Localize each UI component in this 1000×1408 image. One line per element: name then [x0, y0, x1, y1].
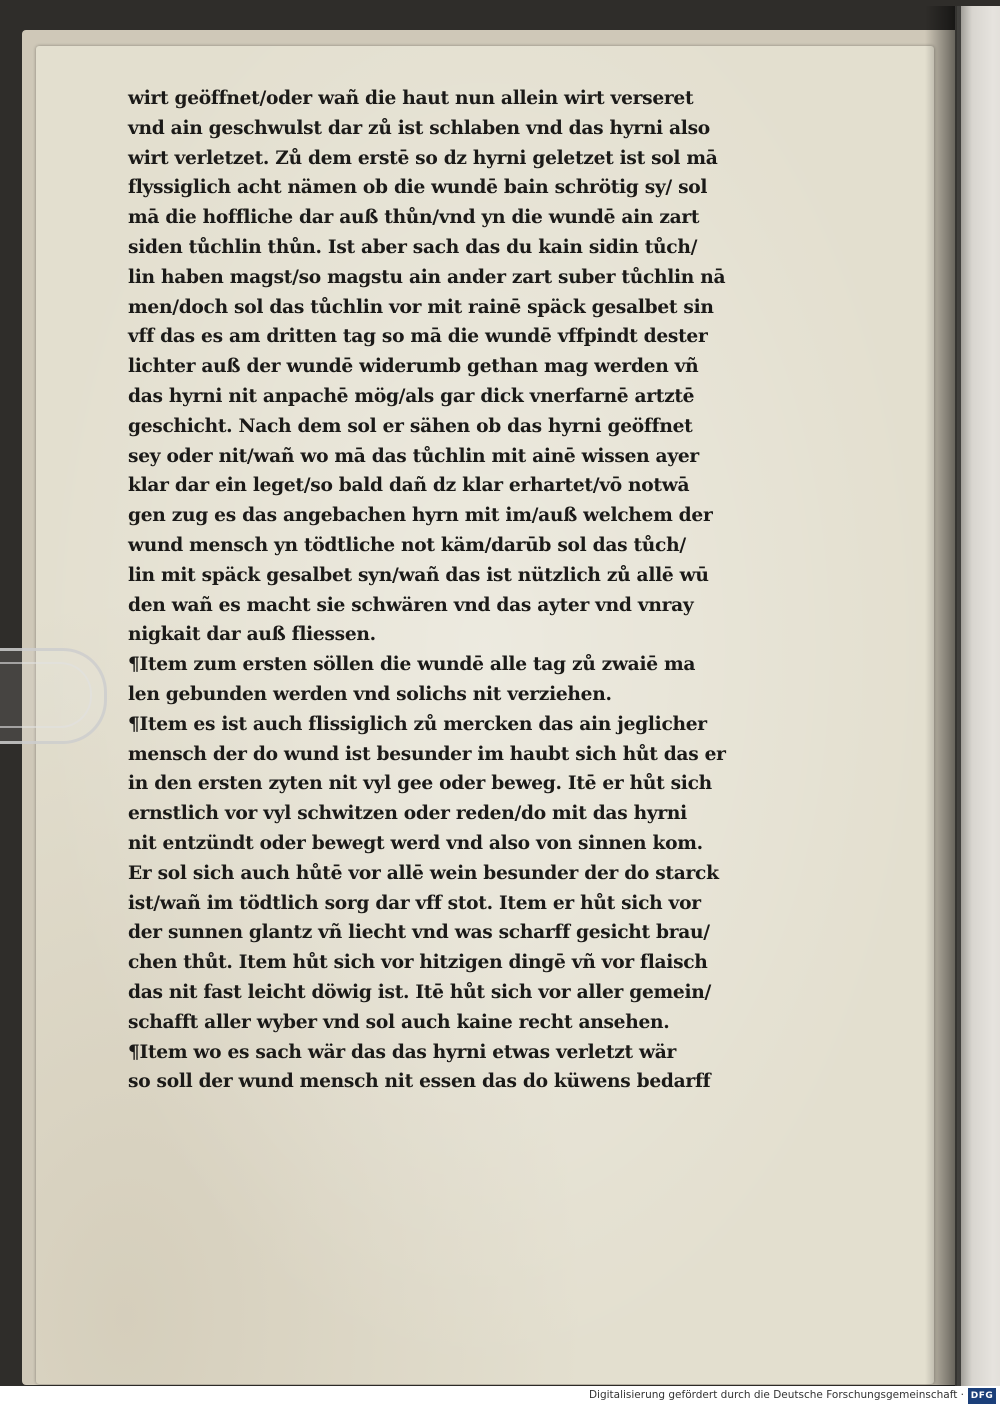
- text-line: ¶Item zum ersten söllen die wundē alle tag zů zwaiē ma: [128, 653, 696, 676]
- text-line: siden tůchlin thůn. Ist aber sach das du kain sidin tůch/: [128, 235, 698, 258]
- gutter-shadow: [925, 6, 961, 1386]
- text-line: so soll der wund mensch nit essen das do küwens bedarff: [128, 1070, 711, 1093]
- text-line: wirt verletzet. Zů dem erstē so dz hyrni geletzet ist sol mā: [128, 146, 718, 169]
- text-line: len gebunden werden vnd solichs nit verziehen.: [128, 682, 612, 705]
- text-line: lin haben magst/so magstu ain ander zart suber tůchlin nā: [128, 265, 726, 288]
- text-line: den wañ es macht sie schwären vnd das ayter vnd vnray: [128, 593, 694, 616]
- facing-page-edge: [955, 6, 1000, 1386]
- text-line: klar dar ein leget/so bald dañ dz klar erhartet/vō notwā: [128, 474, 690, 497]
- text-line: wirt geöffnet/oder wañ die haut nun allein wirt verseret: [128, 87, 694, 109]
- text-line: nit entzündt oder bewegt werd vnd also von sinnen kom.: [128, 831, 703, 854]
- page-text: [128, 84, 828, 1097]
- text-line: vnd ain geschwulst dar zů ist schlaben vnd das hyrni also: [128, 116, 710, 139]
- text-line: mensch der do wund ist besunder im haubt sich hůt das er: [128, 742, 726, 765]
- text-line: geschicht. Nach dem sol er sähen ob das hyrni geöffnet: [128, 414, 693, 437]
- footer-bar: [0, 1386, 1000, 1408]
- text-line: Er sol sich auch hůtē vor allē wein besunder der do starck: [128, 861, 719, 884]
- text-line: mā die hoffliche dar auß thůn/vnd yn die wundē ain zart: [128, 206, 700, 229]
- text-line: ¶Item es ist auch flissiglich zů mercken das ain jeglicher: [128, 712, 707, 735]
- text-line: das hyrni nit anpachē mög/als gar dick vnerfarnē artztē: [128, 384, 695, 407]
- text-line: flyssiglich acht nämen ob die wundē bain schrötig sy/ sol: [128, 176, 708, 199]
- text-line: lichter auß der wundē widerumb gethan mag werden vñ: [128, 355, 699, 378]
- text-line: gen zug es das angebachen hyrn mit im/auß welchem der: [128, 504, 713, 527]
- text-line: sey oder nit/wañ wo mā das tůchlin mit ainē wissen ayer: [128, 444, 699, 467]
- dfg-logo: DFG: [968, 1388, 996, 1404]
- footer-credit: Digitalisierung gefördert durch die Deutsche Forschungsgemeinschaft ·: [588, 1389, 964, 1401]
- text-line: men/doch sol das tůchlin vor mit rainē späck gesalbet sin: [128, 295, 714, 318]
- text-line: nigkait dar auß fliessen.: [128, 623, 376, 646]
- text-line: chen thůt. Item hůt sich vor hitzigen dingē vñ vor flaisch: [128, 951, 708, 974]
- page-clip-inner: [0, 662, 92, 728]
- text-line: wund mensch yn tödtliche not käm/darūb sol das tůch/: [128, 533, 686, 556]
- text-line: schafft aller wyber vnd sol auch kaine recht ansehen.: [128, 1010, 670, 1033]
- text-line: ernstlich vor vyl schwitzen oder reden/do mit das hyrni: [128, 802, 687, 825]
- text-line: ¶Item wo es sach wär das das hyrni etwas verletzt wär: [128, 1040, 677, 1063]
- text-line: vff das es am dritten tag so mā die wundē vffpindt dester: [128, 325, 708, 348]
- text-line: das nit fast leicht döwig ist. Itē hůt sich vor aller gemein/: [128, 980, 711, 1003]
- text-line: ist/wañ im tödtlich sorg dar vff stot. Item er hůt sich vor: [128, 891, 701, 914]
- text-line: in den ersten zyten nit vyl gee oder beweg. Itē er hůt sich: [128, 772, 712, 795]
- text-line: der sunnen glantz vñ liecht vnd was scharff gesicht brau/: [128, 921, 710, 944]
- text-line: lin mit späck gesalbet syn/wañ das ist nützlich zů allē wū: [128, 563, 709, 586]
